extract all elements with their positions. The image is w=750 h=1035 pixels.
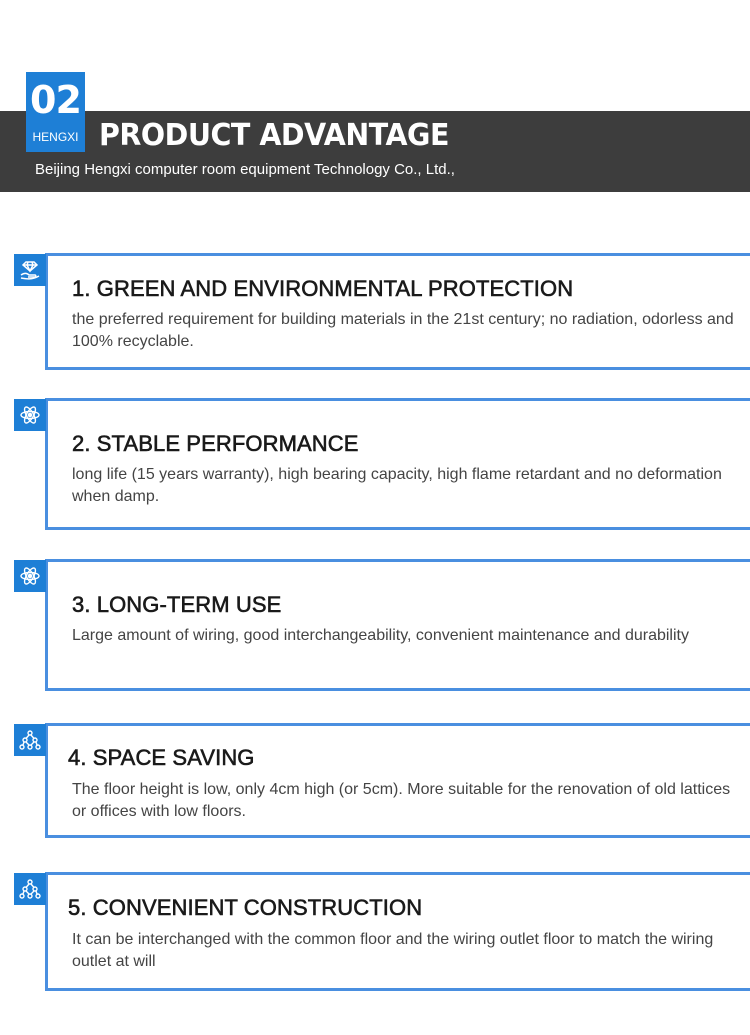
- advantage-description: It can be interchanged with the common floor and the wiring outlet floor to match the wiring outlet at will: [72, 931, 714, 970]
- advantage-title: 2. STABLE PERFORMANCE: [72, 431, 359, 456]
- network-tree-icon: [14, 724, 46, 756]
- advantage-description: the preferred requirement for building materials in the 21st century; no radiation, odorless and 100% recyclable.: [72, 311, 734, 350]
- advantage-title: 4. SPACE SAVING: [68, 745, 255, 770]
- advantage-title: 5. CONVENIENT CONSTRUCTION: [68, 895, 423, 920]
- atom-icon: [14, 399, 46, 431]
- atom-icon: [14, 560, 46, 592]
- advantage-card-4: [45, 723, 750, 838]
- advantage-description: The floor height is low, only 4cm high (or 5cm). More suitable for the renovation of old lattices or offices with low floors.: [72, 781, 731, 820]
- advantage-card-5: [45, 872, 750, 991]
- section-number-badge: [26, 72, 85, 152]
- advantage-card-2: [45, 398, 750, 530]
- advantage-title: 3. LONG-TERM USE: [72, 592, 282, 617]
- advantage-description: Large amount of wiring, good interchangeability, convenient maintenance and durability: [72, 627, 689, 644]
- company-name: Beijing Hengxi computer room equipment Technology Co., Ltd.,: [35, 161, 455, 178]
- network-tree-icon: [14, 873, 46, 905]
- diamond-hand-icon: [14, 254, 46, 286]
- section-number: 02: [30, 78, 81, 122]
- advantage-card-3: [45, 559, 750, 691]
- advantage-card-1: [45, 253, 750, 370]
- advantage-title: 1. GREEN AND ENVIRONMENTAL PROTECTION: [72, 276, 574, 301]
- page-title: PRODUCT ADVANTAGE: [99, 118, 449, 153]
- brand-label: HENGXI: [32, 130, 79, 144]
- advantage-description: long life (15 years warranty), high bearing capacity, high flame retardant and no deformation when damp.: [72, 466, 722, 505]
